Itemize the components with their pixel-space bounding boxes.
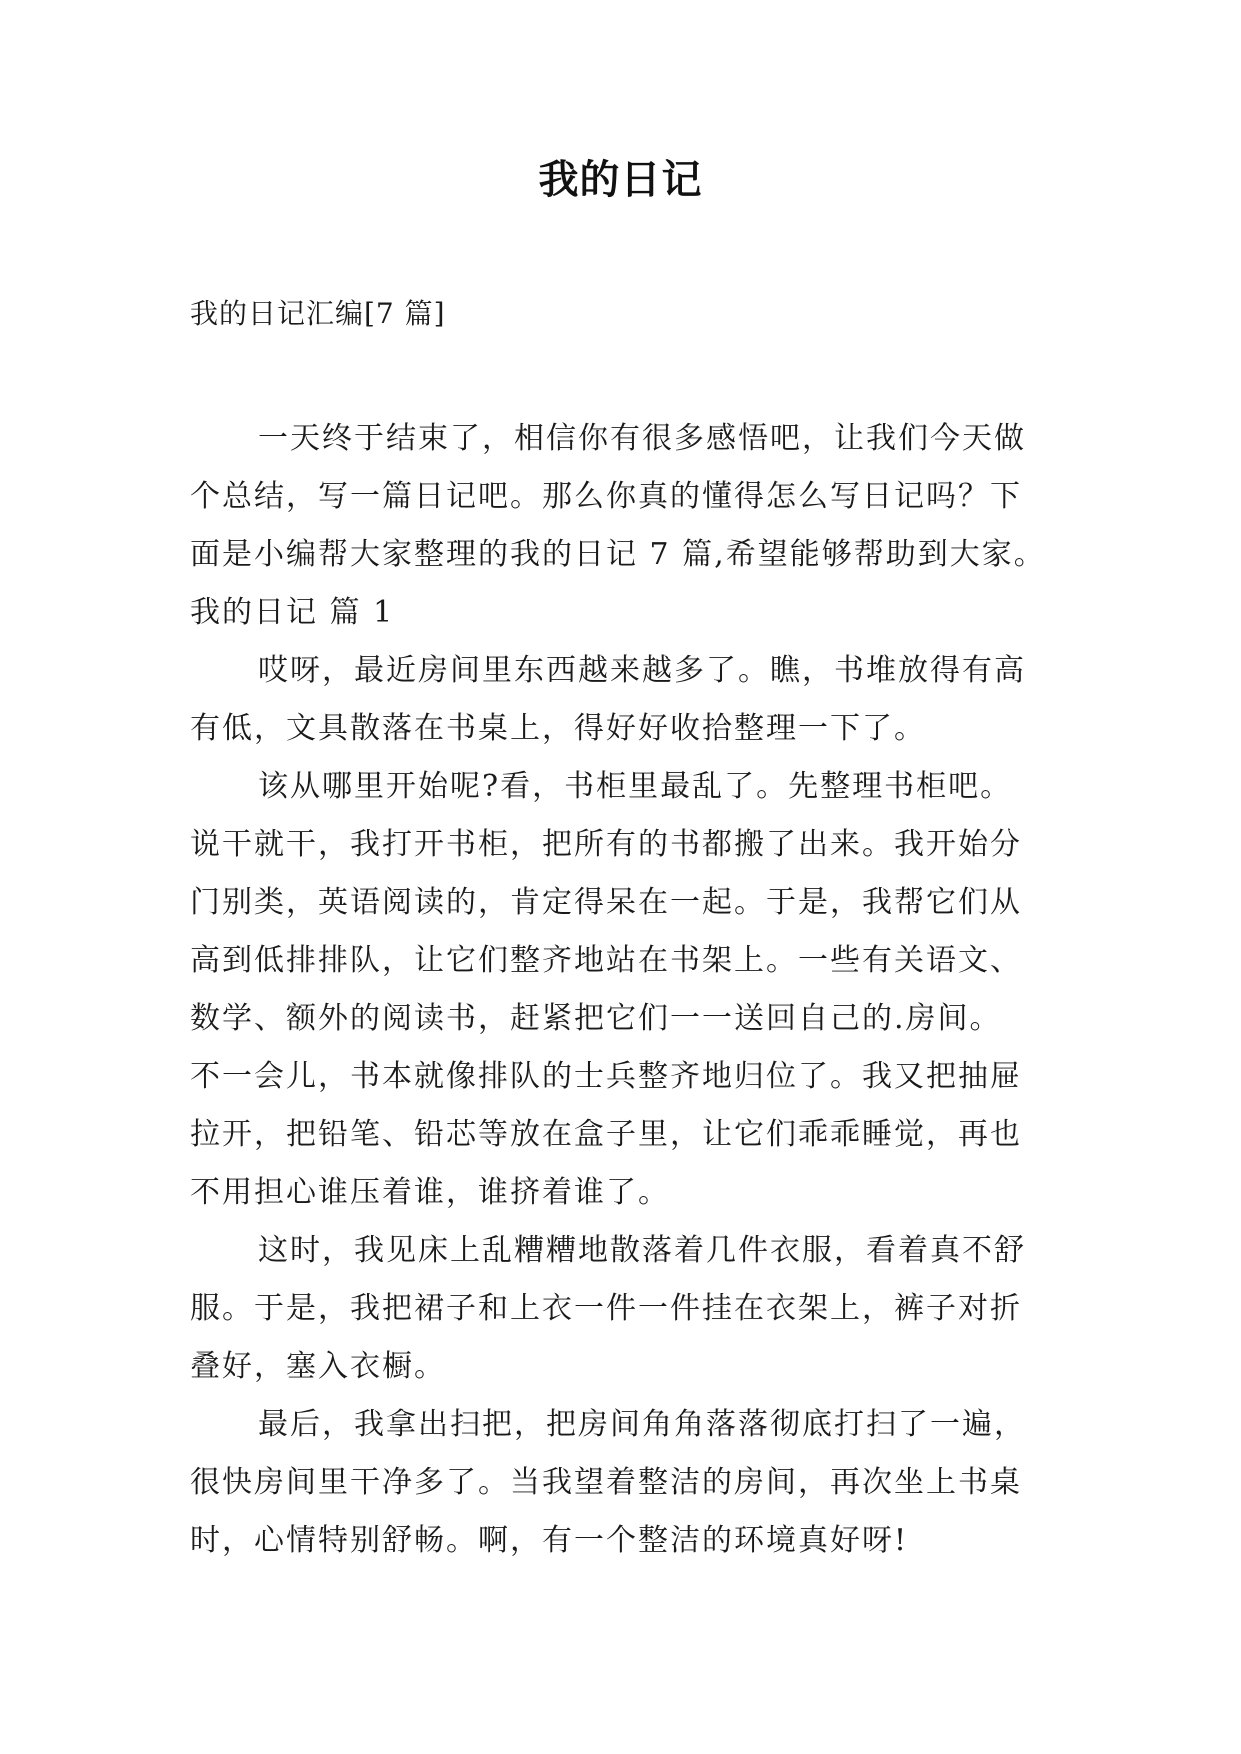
body-line: 一天终于结束了，相信你有很多感悟吧，让我们今天做 (258, 421, 1026, 456)
body-line: 该从哪里开始呢?看，书柜里最乱了。先整理书柜吧。 (258, 769, 1013, 804)
body-line: 这时，我见床上乱糟糟地散落着几件衣服，看着真不舒 (258, 1233, 1026, 1268)
body-line: 门别类，英语阅读的，肯定得呆在一起。于是，我帮它们从 (190, 885, 1022, 920)
body-line: 面是小编帮大家整理的我的日记 7 篇,希望能够帮助到大家。 (190, 537, 1046, 572)
body-line: 不用担心谁压着谁，谁挤着谁了。 (190, 1175, 670, 1210)
body-line: 不一会儿，书本就像排队的士兵整齐地归位了。我又把抽屉 (190, 1059, 1022, 1094)
document-body (190, 410, 1070, 1570)
document-title: 我的日记 (538, 156, 703, 203)
body-line: 叠好，塞入衣橱。 (190, 1349, 446, 1384)
body-line: 最后，我拿出扫把，把房间角角落落彻底打扫了一遍， (258, 1407, 1026, 1442)
body-line: 服。于是，我把裙子和上衣一件一件挂在衣架上，裤子对折 (190, 1291, 1022, 1326)
body-line: 拉开，把铅笔、铅芯等放在盒子里，让它们乖乖睡觉，再也 (190, 1117, 1022, 1152)
body-line: 我的日记 篇 1 (190, 595, 395, 630)
body-line: 数学、额外的阅读书，赶紧把它们一一送回自己的.房间。 (190, 1001, 1002, 1036)
document-subtitle: 我的日记汇编[7 篇] (190, 297, 446, 330)
body-line: 说干就干，我打开书柜，把所有的书都搬了出来。我开始分 (190, 827, 1022, 862)
body-line: 有低，文具散落在书桌上，得好好收拾整理一下了。 (190, 711, 926, 746)
body-line: 个总结，写一篇日记吧。那么你真的懂得怎么写日记吗？下 (190, 479, 1022, 514)
body-line: 时，心情特别舒畅。啊，有一个整洁的环境真好呀! (190, 1523, 909, 1558)
body-line: 高到低排排队，让它们整齐地站在书架上。一些有关语文、 (190, 943, 1022, 978)
body-line: 很快房间里干净多了。当我望着整洁的房间，再次坐上书桌 (190, 1465, 1022, 1500)
body-line: 哎呀，最近房间里东西越来越多了。瞧，书堆放得有高 (258, 653, 1026, 688)
